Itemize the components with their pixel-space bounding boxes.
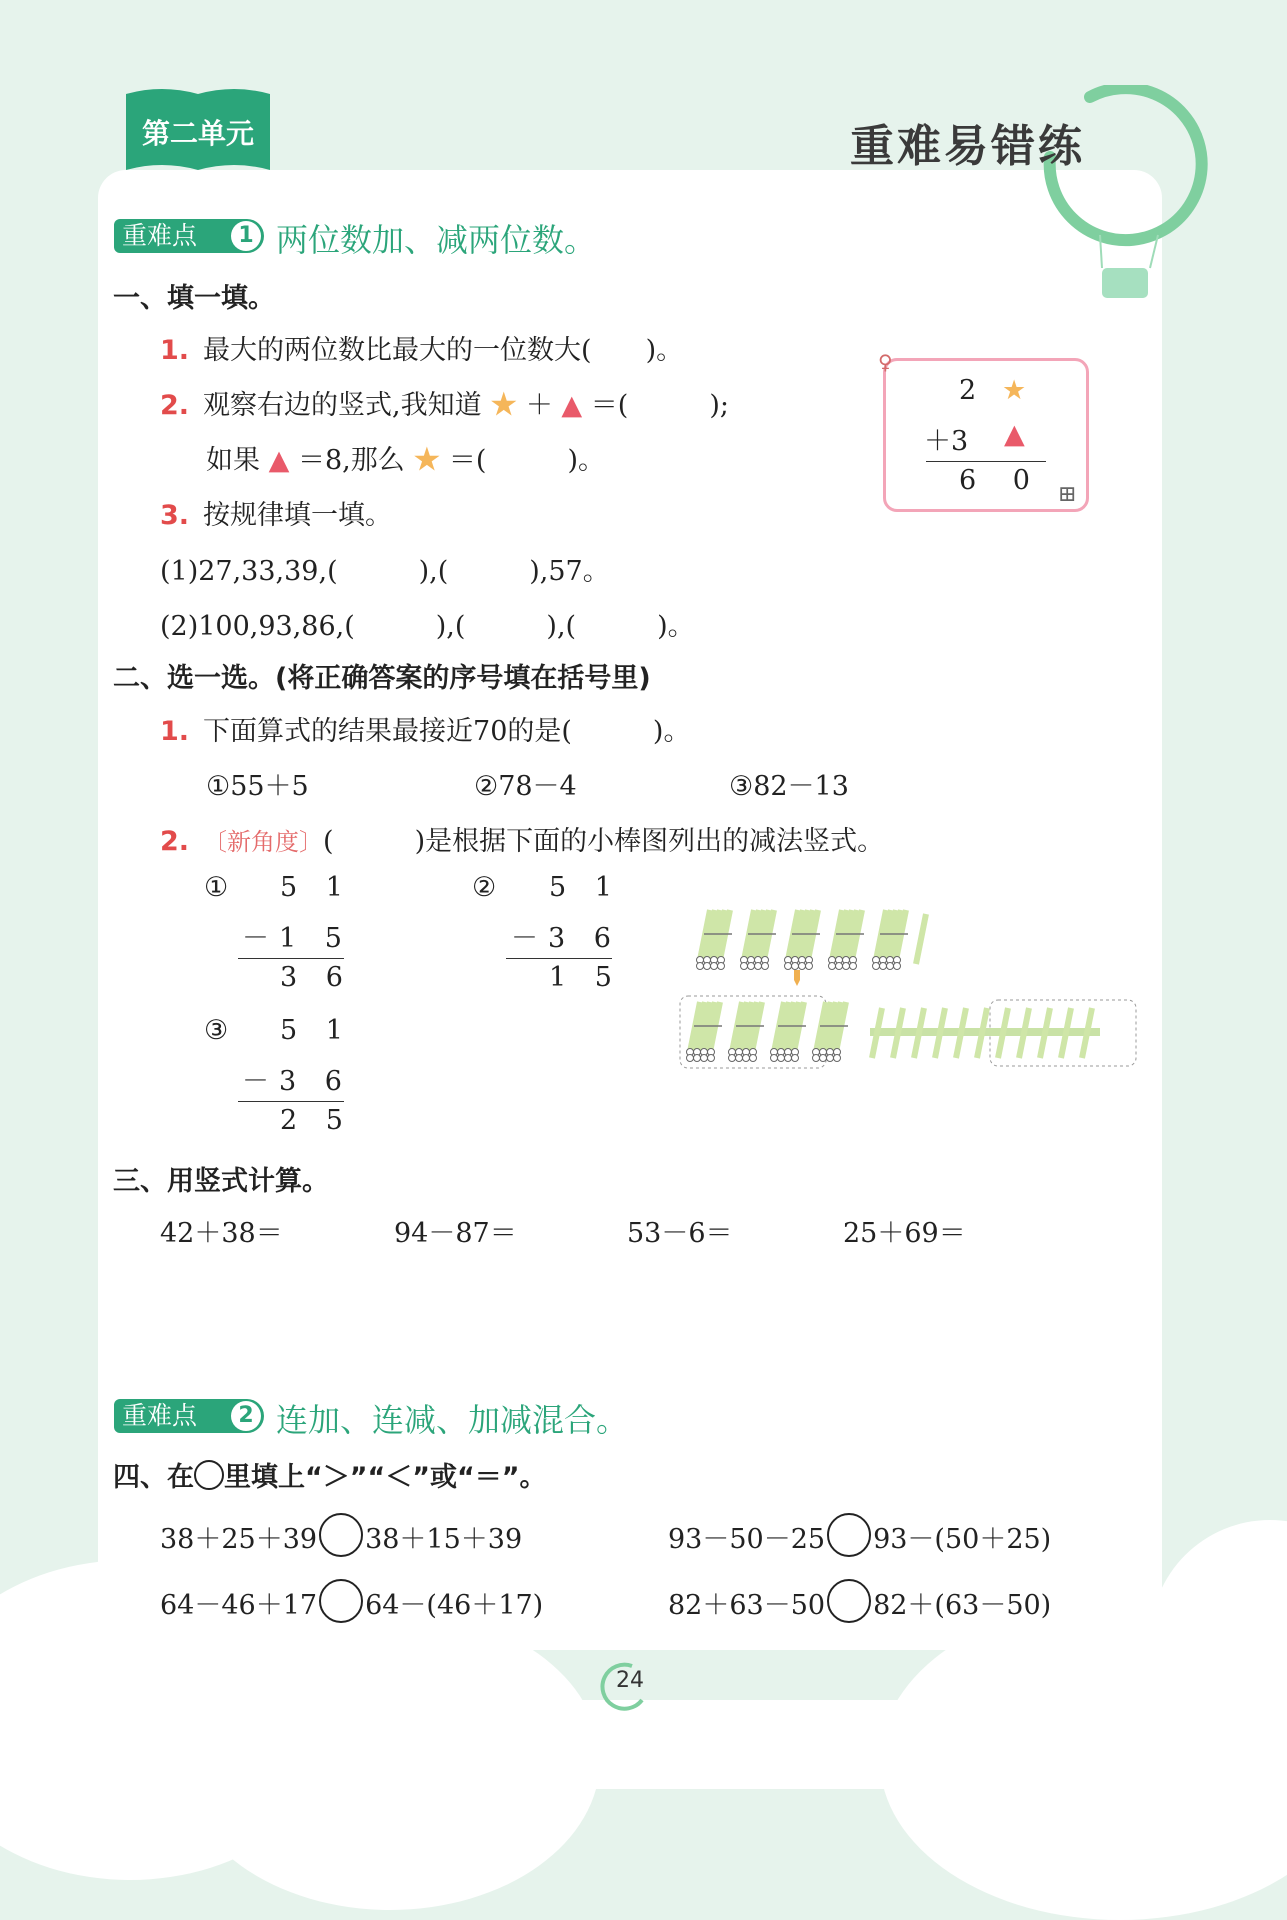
sequence-2: (2)100,93,86,( ),( ),( )。 <box>160 611 695 642</box>
question-number: 2. <box>160 826 190 857</box>
sum-rule <box>238 1101 344 1102</box>
calc-item: 42＋38＝ <box>160 1218 283 1249</box>
new-angle-tag: 〔新角度〕 <box>203 828 324 856</box>
triangle-icon: ▲ <box>268 445 290 476</box>
question-number: 1. <box>160 335 190 366</box>
compare-circle[interactable] <box>319 1513 363 1557</box>
compare-item <box>668 1579 1051 1623</box>
heading-part: 里填上“＞”“＜”或“＝”。 <box>224 1462 547 1493</box>
subtrahend: －1 5 <box>242 923 352 954</box>
compare-circle[interactable] <box>827 1513 871 1557</box>
left-expr: 38＋25＋39 <box>160 1524 318 1555</box>
section-heading: 一、填一填。 <box>113 283 275 314</box>
single-stick <box>916 914 926 964</box>
right-expr: 82＋(63－50) <box>873 1590 1052 1621</box>
question-text: 最大的两位数比最大的一位数大( )。 <box>203 335 684 366</box>
calc-item: 25＋69＝ <box>843 1218 966 1249</box>
digit: 2 <box>959 375 987 406</box>
compare-circle[interactable] <box>827 1579 871 1623</box>
difference: 1 5 <box>549 962 622 993</box>
right-expr: 93－(50＋25) <box>873 1524 1052 1555</box>
key-point-badge <box>114 1399 264 1433</box>
question-2 <box>160 383 729 422</box>
left-expr: 82＋63－50 <box>668 1590 826 1621</box>
subtrahend: －3 6 <box>242 1066 352 1097</box>
sum-result: 6 0 <box>959 465 1044 496</box>
choice-label: ③ <box>204 1015 229 1046</box>
question-text: 按规律填一填。 <box>203 500 393 531</box>
circle-icon <box>194 1460 224 1490</box>
heading-part: 四、在 <box>113 1462 194 1493</box>
question-2 <box>160 819 884 858</box>
stick-bundle <box>687 1002 723 1062</box>
minuend: 5 1 <box>280 872 353 903</box>
left-expr: 64－46＋17 <box>160 1590 318 1621</box>
stick-bundle <box>873 910 909 970</box>
question-text: 下面算式的结果最接近70的是( )。 <box>203 716 691 747</box>
option-1: ①55＋5 <box>206 771 309 802</box>
choice-label: ② <box>472 872 497 903</box>
addend-prefix: ＋3 <box>924 426 969 457</box>
difference: 3 6 <box>280 962 353 993</box>
option-3: ③82－13 <box>729 771 849 802</box>
subtrahend: －3 6 <box>511 923 621 954</box>
question-number: 2. <box>160 390 190 421</box>
star-icon: ★ <box>1002 375 1037 406</box>
difference: 2 5 <box>280 1105 353 1136</box>
question-text: ＝8,那么 <box>297 445 405 476</box>
sum-rule <box>926 461 1046 462</box>
question-number: 3. <box>160 500 190 531</box>
answer-blank: ＝( )。 <box>448 445 605 476</box>
question-text: 观察右边的竖式,我知道 <box>203 390 482 421</box>
compare-item <box>160 1579 543 1623</box>
section-heading <box>113 1455 546 1494</box>
plus-sign: ＋ <box>525 390 553 421</box>
stick-bundle <box>697 910 733 970</box>
key-point-title: 连加、连减、加减混合。 <box>276 1401 629 1439</box>
stick-bundle <box>771 1002 807 1062</box>
compare-circle[interactable] <box>319 1579 363 1623</box>
stick-bundle <box>829 910 865 970</box>
girl-icon: ♀ <box>878 350 893 374</box>
key-point-number: 2 <box>231 1401 261 1431</box>
calc-item: 94－87＝ <box>394 1218 517 1249</box>
question-2-cont <box>206 438 605 477</box>
question-text: 如果 <box>206 445 260 476</box>
choice-label: ① <box>204 872 229 903</box>
question-3 <box>160 493 392 532</box>
question-1 <box>160 709 690 748</box>
unit-label: 第二单元 <box>141 117 254 150</box>
unit-tag <box>122 86 274 178</box>
stick-bundle <box>729 1002 765 1062</box>
stick-bundle <box>785 910 821 970</box>
key-point-title: 两位数加、减两位数。 <box>276 221 597 259</box>
right-expr: 64－(46＋17) <box>365 1590 544 1621</box>
key-point-label: 重难点 <box>122 1401 198 1430</box>
compare-item <box>668 1513 1051 1557</box>
section-heading: 二、选一选。(将正确答案的序号填在括号里) <box>113 663 651 694</box>
star-icon: ★ <box>490 390 518 421</box>
triangle-icon: ▲ <box>561 390 583 421</box>
sum-rule <box>238 958 344 959</box>
page-number: 24 <box>616 1668 644 1693</box>
minuend: 5 1 <box>280 1015 353 1046</box>
compare-item <box>160 1513 522 1557</box>
answer-blank: ＝( ); <box>590 390 729 421</box>
stick-bundle <box>741 910 777 970</box>
section-heading: 三、用竖式计算。 <box>113 1166 329 1197</box>
footer-band <box>0 1700 1287 1789</box>
page-title: 重难易错练 <box>850 121 1085 172</box>
cart-icon: ⊞ <box>1058 482 1077 507</box>
key-point-label: 重难点 <box>122 221 198 250</box>
sticks-illustration <box>670 900 1140 1075</box>
question-1 <box>160 328 683 367</box>
sequence-1: (1)27,33,39,( ),( ),57。 <box>160 556 610 587</box>
star-icon: ★ <box>413 445 441 476</box>
triangle-icon: ▲ <box>1004 419 1035 450</box>
stick-bundle <box>813 1002 849 1062</box>
option-2: ②78－4 <box>474 771 577 802</box>
key-point-number: 1 <box>231 221 261 251</box>
question-number: 1. <box>160 716 190 747</box>
minuend: 5 1 <box>549 872 622 903</box>
right-expr: 38＋15＋39 <box>365 1524 523 1555</box>
left-expr: 93－50－25 <box>668 1524 826 1555</box>
sum-rule <box>506 958 612 959</box>
question-text: ( )是根据下面的小棒图列出的减法竖式。 <box>323 826 885 857</box>
calc-item: 53－6＝ <box>627 1218 733 1249</box>
key-point-badge <box>114 219 264 253</box>
